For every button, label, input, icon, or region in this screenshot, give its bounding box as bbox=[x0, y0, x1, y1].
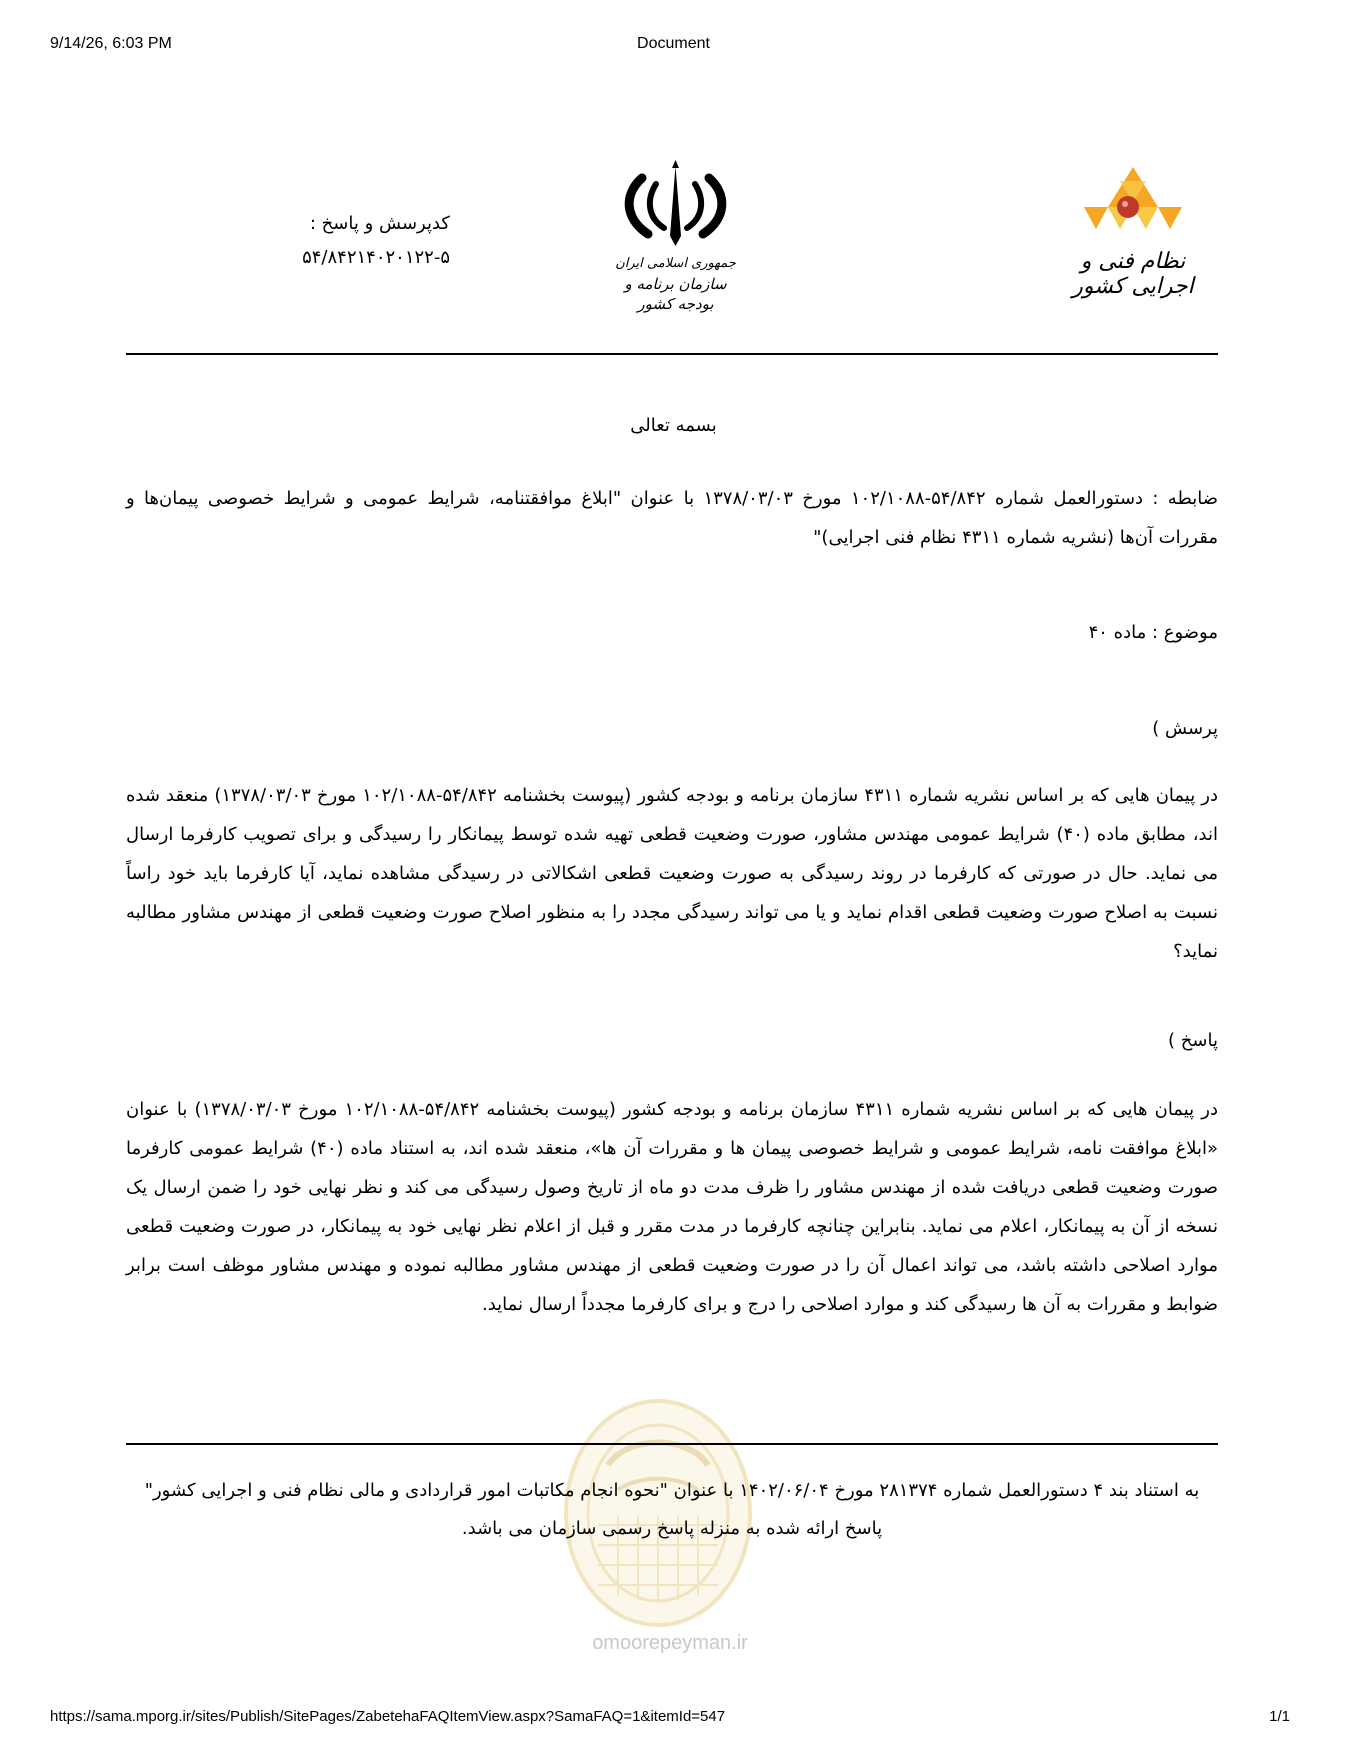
answer-label: پاسخ ) bbox=[1168, 1030, 1218, 1051]
print-page-number: 1/1 bbox=[1269, 1708, 1290, 1725]
code-label: کدپرسش و پاسخ : bbox=[309, 213, 450, 234]
code-block bbox=[250, 207, 450, 275]
footer-note: به استناد بند ۴ دستورالعمل شماره ۲۸۱۳۷۴ مورخ ۱۴۰۲/۰۶/۰۴ با عنوان "نحوه انجام مکاتبات امور قراردادی و مالی نظام فنی و اجرایی کشور" پاسخ ارائه شده به منزله پاسخ رسمی سازمان می باشد. bbox=[144, 1480, 1200, 1539]
emblem-line1: جمهوری اسلامی ایران bbox=[615, 256, 736, 271]
national-emblem-icon bbox=[608, 160, 743, 250]
technical-system-logo-icon bbox=[1058, 163, 1208, 243]
watermark-url: omoorepeyman.ir bbox=[592, 1632, 748, 1654]
answer-text: در پیمان هایی که بر اساس نشریه شماره ۴۳۱۱ سازمان برنامه و بودجه کشور (پیوست بخشنامه ۵۴/۸۴۲-۱۰۲/۱۰۸۸ مورخ ۱۳۷۸/۰۳/۰۳) با عنوان «ابلاغ موافقت نامه، شرایط عمومی و شرایط خصوصی پیمان ها و مقررات آن ها»، منعقد شده اند، به استناد ماده (۴۰) شرایط عمومی کارفرما صورت وضعیت قطعی دریافت شده از مهندس مشاور را ظرف مدت دو ماه از تاریخ وصول رسیدگی می کند و نظر نهایی خود را ضمن ارسال یک نسخه از آن به پیمانکار، اعلام می نماید. بنابراین چنانچه کارفرما در مدت مقرر و قبل از اعلام نظر نهایی خود به پیمانکار، در صورت وضعیت قطعی موارد اصلاحی داشته باشد، می تواند اعمال آن را در صورت وضعیت قطعی از مهندس مشاور مطالبه نموده و مهندس مشاور موظف است برابر ضوابط و مقررات به آن ها رسیدگی کند و موارد اصلاحی را درج و برای کارفرما مجدداً ارسال نماید. bbox=[126, 1099, 1218, 1315]
code-value: ۵۴/۸۴۲۱۴۰۲۰۱۲۲-۵ bbox=[302, 247, 450, 268]
header-divider bbox=[126, 353, 1218, 355]
basmala: بسمه تعالی bbox=[630, 415, 717, 436]
emblem bbox=[608, 160, 743, 314]
logo-text: نظام فنی و اجرایی کشور bbox=[1072, 249, 1194, 299]
print-title: Document bbox=[637, 35, 710, 52]
print-datetime: 9/14/26, 6:03 PM bbox=[50, 35, 172, 52]
zabeteh-text: ضابطه : دستورالعمل شماره ۵۴/۸۴۲-۱۰۲/۱۰۸۸ مورخ ۱۳۷۸/۰۳/۰۳ با عنوان "ابلاغ موافقتنامه، شرایط عمومی و شرایط خصوصی پیمان‌ها و مقررات آن‌ها (نشریه شماره ۴۳۱۱ نظام فنی اجرایی)" bbox=[126, 488, 1219, 548]
emblem-line2: سازمان برنامه و بودجه کشور bbox=[624, 275, 727, 313]
question-label: پرسش ) bbox=[1152, 718, 1218, 739]
print-url: https://sama.mporg.ir/sites/Publish/SitePages/ZabetehaFAQItemView.aspx?SamaFAQ=1&itemId=547 bbox=[50, 1708, 726, 1725]
footer-divider bbox=[126, 1443, 1218, 1445]
logo bbox=[1058, 163, 1208, 299]
question-text: در پیمان هایی که بر اساس نشریه شماره ۴۳۱۱ سازمان برنامه و بودجه کشور (پیوست بخشنامه ۵۴/۸۴۲-۱۰۲/۱۰۸۸ مورخ ۱۳۷۸/۰۳/۰۳) منعقد شده اند، مطابق ماده (۴۰) شرایط عمومی مهندس مشاور، صورت وضعیت قطعی تهیه شده توسط پیمانکار را رسیدگی و برای تصویب کارفرما ارسال می نماید. حال در صورتی که کارفرما در روند رسیدگی به صورت وضعیت قطعی اشکالاتی در رسیدگی مشاهده نماید، آیا کارفرما باید خود راساً نسبت به اصلاح صورت وضعیت قطعی اقدام نماید و یا می تواند رسیدگی مجدد را به منظور اصلاح صورت وضعیت قطعی از مهندس مشاور مطالبه نماید؟ bbox=[126, 785, 1218, 962]
subject-line: موضوع : ماده ۴۰ bbox=[1088, 622, 1218, 643]
